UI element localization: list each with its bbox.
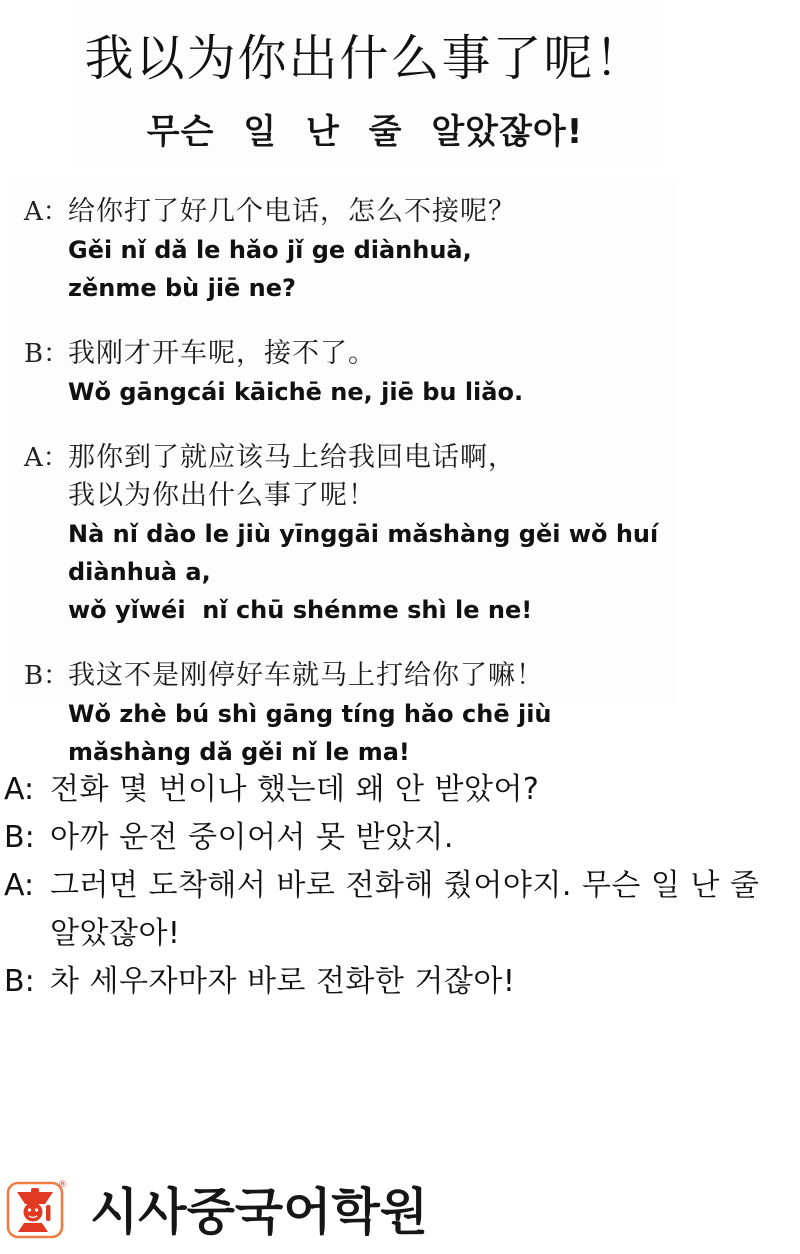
- translation-row: [4, 766, 798, 814]
- speaker-label: A：: [24, 197, 69, 227]
- pinyin-line: Nà nǐ dào le jiù yīnggāi mǎshàng gěi wǒ huí diànhuà a,: [68, 520, 667, 586]
- pinyin-line: wǒ yǐwéi nǐ chū shénme shì le ne!: [68, 596, 533, 624]
- pinyin-line: mǎshàng dǎ gěi nǐ le ma!: [68, 738, 410, 766]
- chinese-line: 给你打了好几个电话，怎么不接呢？: [68, 196, 516, 227]
- chinese-line: 我以为你出什么事了呢！: [68, 480, 376, 511]
- pinyin-line: zěnme bù jiē ne?: [68, 274, 296, 302]
- sisa-scholar-icon: [6, 1175, 68, 1241]
- dialogue-turn: [24, 335, 676, 411]
- speaker-label: A:: [4, 868, 35, 903]
- speaker-label: A:: [4, 772, 35, 807]
- korean-subtitle: 무슨 일 난 줄 알았잖아!: [146, 112, 584, 152]
- title-block: [72, 0, 658, 163]
- translation-row: [4, 862, 798, 958]
- logo-text: 시사중국어학원: [90, 1183, 429, 1241]
- turn-lines: [68, 657, 676, 771]
- speaker-label: B:: [4, 820, 35, 855]
- registered-mark-icon: ®: [58, 1180, 67, 1190]
- pinyin-line: Wǒ gāngcái kāichē ne, jiē bu liǎo.: [68, 378, 524, 406]
- translation-text: 전화 몇 번이나 했는데 왜 안 받았어?: [50, 772, 540, 807]
- chinese-line: 那你到了就应该马上给我回电话啊，: [68, 442, 516, 473]
- speaker-label: B：: [24, 339, 70, 369]
- speaker-label: B：: [24, 661, 70, 691]
- dialogue-block: [8, 182, 676, 766]
- dialogue-turn: [24, 657, 676, 771]
- chinese-title: 我以为你出什么事了呢！: [84, 30, 646, 87]
- dialogue-turn: [24, 439, 676, 629]
- translation-text: 그러면 도착해서 바로 전화해 줬어야지. 무슨 일 난 줄 알았잖아!: [50, 868, 760, 951]
- turn-lines: [68, 193, 676, 307]
- logo: [6, 1172, 428, 1244]
- translation-text: 차 세우자마자 바로 전화한 거잖아!: [50, 964, 516, 999]
- translation-text: 아까 운전 중이어서 못 받았지.: [50, 820, 454, 855]
- pinyin-line: Wǒ zhè bú shì gāng tíng hǎo chē jiù: [68, 700, 552, 728]
- speaker-label: B:: [4, 964, 35, 999]
- chinese-line: 我这不是刚停好车就马上打给你了嘛！: [68, 660, 544, 691]
- korean-translation-block: [4, 758, 798, 1006]
- speaker-label: A：: [24, 443, 69, 473]
- dialogue-turn: [24, 193, 676, 307]
- turn-lines: [68, 439, 676, 629]
- chinese-line: 我刚才开车呢，接不了。: [68, 338, 376, 369]
- translation-row: [4, 958, 798, 1006]
- translation-row: [4, 814, 798, 862]
- turn-lines: [68, 335, 676, 411]
- pinyin-line: Gěi nǐ dǎ le hǎo jǐ ge diànhuà,: [68, 236, 472, 264]
